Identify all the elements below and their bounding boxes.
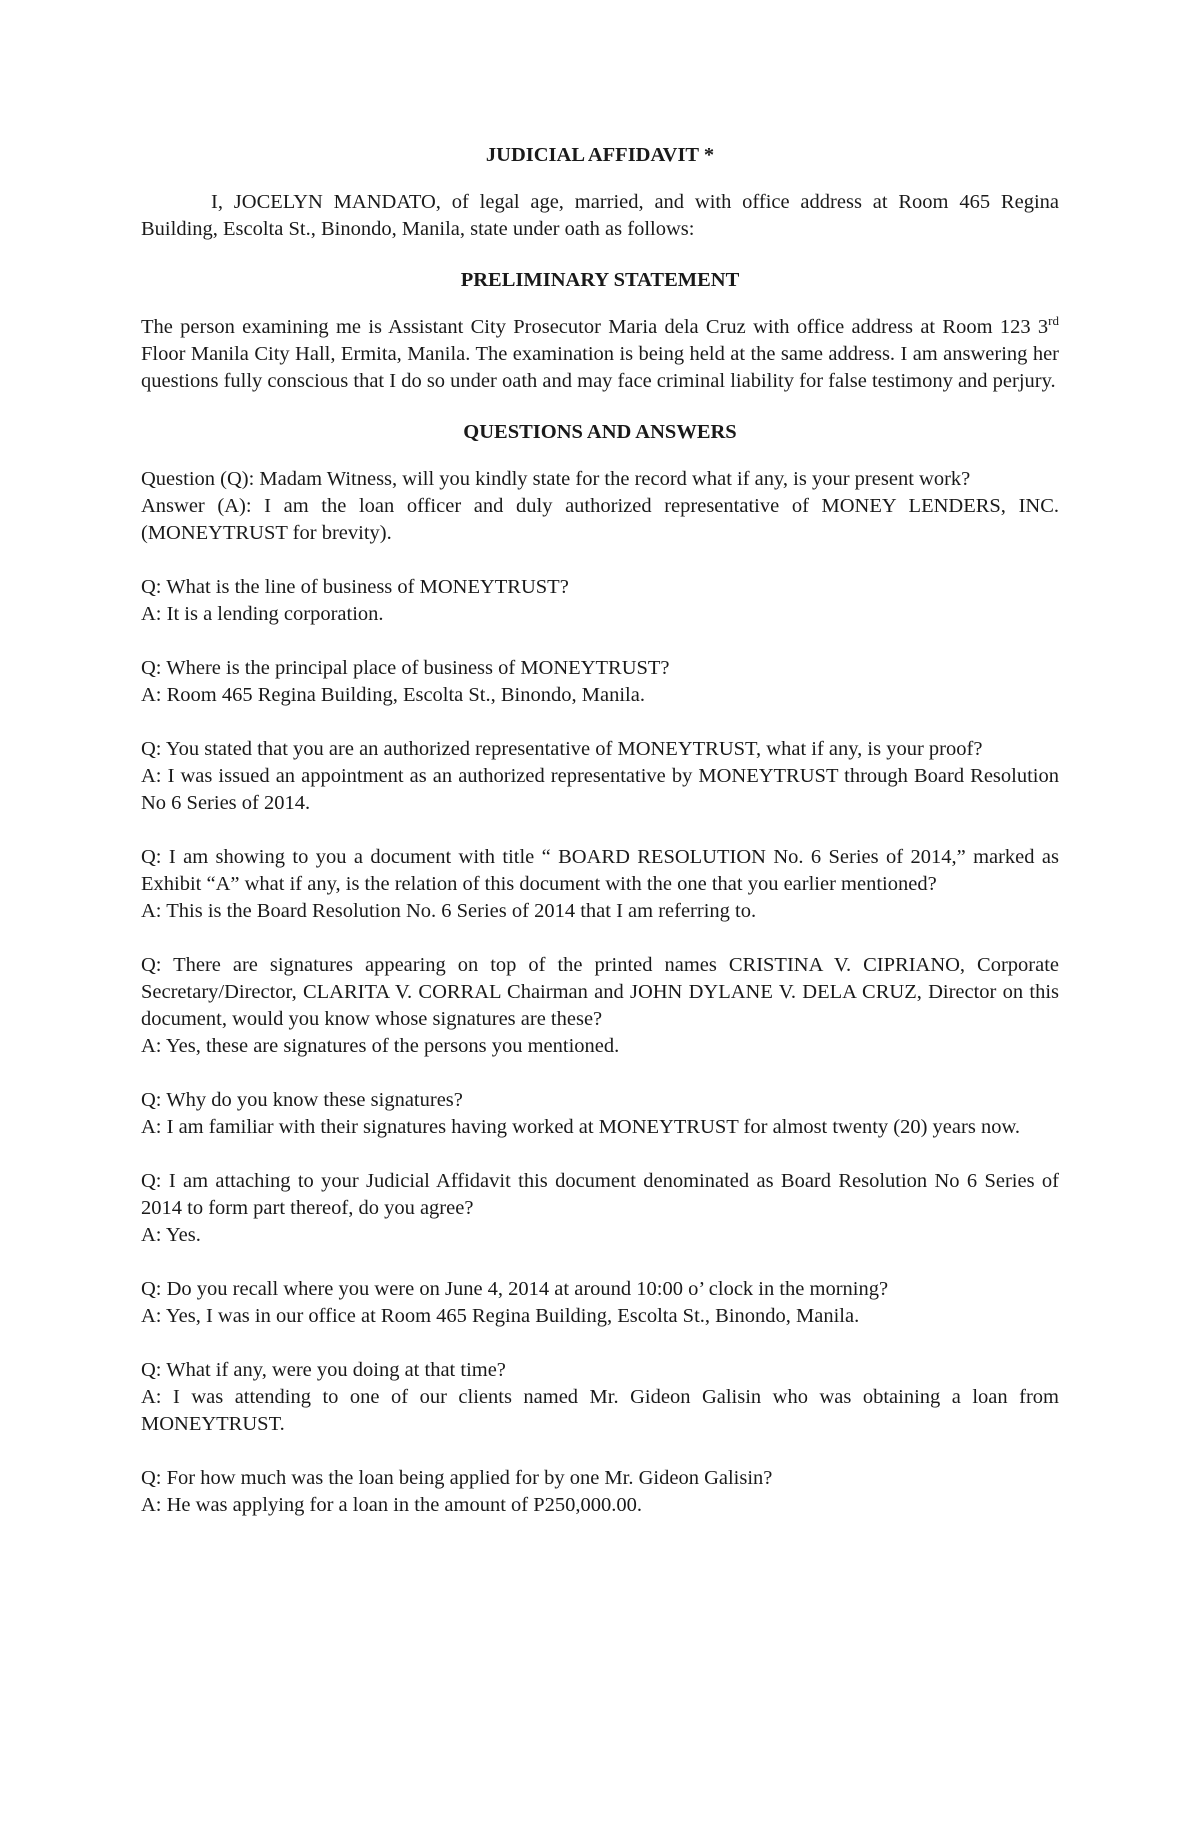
qa-item xyxy=(141,736,1059,817)
intro-paragraph: I, JOCELYN MANDATO, of legal age, married, and with office address at Room 465 Regina Building, Escolta St., Binondo, Manila, state under oath as follows: xyxy=(141,191,1059,240)
document-title: JUDICIAL AFFIDAVIT * xyxy=(485,144,715,166)
qa-item xyxy=(141,844,1059,925)
question: Q: I am showing to you a document with title “ BOARD RESOLUTION No. 6 Series of 2014,” marked as Exhibit “A” what if any, is the relation of this document with the one that you earlier mentioned? xyxy=(141,846,1059,895)
answer: A: It is a lending corporation. xyxy=(141,603,384,625)
question: Q: Where is the principal place of business of MONEYTRUST? xyxy=(141,657,670,679)
question: Q: I am attaching to your Judicial Affidavit this document denominated as Board Resolution No 6 Series of 2014 to form part thereof, do you agree? xyxy=(141,1170,1059,1219)
answer: A: I was issued an appointment as an authorized representative by MONEYTRUST through Board Resolution No 6 Series of 2014. xyxy=(141,765,1059,814)
qa-item xyxy=(141,952,1059,1060)
affidavit-page xyxy=(141,142,1059,1546)
preliminary-text-part2: Floor Manila City Hall, Ermita, Manila. The examination is being held at the same address. I am answering her questions fully conscious that I do so under oath and may face criminal liability for false testimony and perjury. xyxy=(141,343,1059,392)
answer: A: Yes. xyxy=(141,1224,201,1246)
answer: A: Room 465 Regina Building, Escolta St., Binondo, Manila. xyxy=(141,684,645,706)
answer: Answer (A): I am the loan officer and duly authorized representative of MONEY LENDERS, INC. (MONEYTRUST for brevity). xyxy=(141,495,1059,544)
qa-list xyxy=(141,466,1059,1519)
question: Q: You stated that you are an authorized representative of MONEYTRUST, what if any, is your proof? xyxy=(141,738,983,760)
question: Q: What if any, were you doing at that time? xyxy=(141,1359,506,1381)
qa-item xyxy=(141,1087,1059,1141)
question: Q: Why do you know these signatures? xyxy=(141,1089,463,1111)
question: Q: There are signatures appearing on top of the printed names CRISTINA V. CIPRIANO, Corporate Secretary/Director, CLARITA V. CORRAL Chairman and JOHN DYLANE V. DELA CRUZ, Director on this document, would you know whose signatures are these? xyxy=(141,954,1059,1030)
answer: A: Yes, these are signatures of the persons you mentioned. xyxy=(141,1035,620,1057)
preliminary-text-part1: The person examining me is Assistant City Prosecutor Maria dela Cruz with office address at Room 123 3 xyxy=(141,316,1049,338)
question: Q: What is the line of business of MONEYTRUST? xyxy=(141,576,569,598)
answer: A: Yes, I was in our office at Room 465 Regina Building, Escolta St., Binondo, Manila. xyxy=(141,1305,860,1327)
qa-heading: QUESTIONS AND ANSWERS xyxy=(463,421,737,443)
question: Q: For how much was the loan being applied for by one Mr. Gideon Galisin? xyxy=(141,1467,773,1489)
question: Q: Do you recall where you were on June 4, 2014 at around 10:00 o’ clock in the morning? xyxy=(141,1278,889,1300)
preliminary-paragraph xyxy=(141,314,1059,395)
qa-item xyxy=(141,574,1059,628)
answer: A: I am familiar with their signatures having worked at MONEYTRUST for almost twenty (20) years now. xyxy=(141,1116,1021,1138)
qa-item xyxy=(141,1357,1059,1438)
preliminary-superscript: rd xyxy=(1048,313,1059,329)
qa-item xyxy=(141,1168,1059,1249)
question: Question (Q): Madam Witness, will you kindly state for the record what if any, is your present work? xyxy=(141,468,971,490)
answer: A: I was attending to one of our clients named Mr. Gideon Galisin who was obtaining a loan from MONEYTRUST. xyxy=(141,1386,1059,1435)
answer: A: He was applying for a loan in the amount of P250,000.00. xyxy=(141,1494,643,1516)
qa-item xyxy=(141,466,1059,547)
qa-item xyxy=(141,1276,1059,1330)
qa-item xyxy=(141,655,1059,709)
preliminary-heading: PRELIMINARY STATEMENT xyxy=(460,269,740,291)
qa-item xyxy=(141,1465,1059,1519)
answer: A: This is the Board Resolution No. 6 Series of 2014 that I am referring to. xyxy=(141,900,757,922)
